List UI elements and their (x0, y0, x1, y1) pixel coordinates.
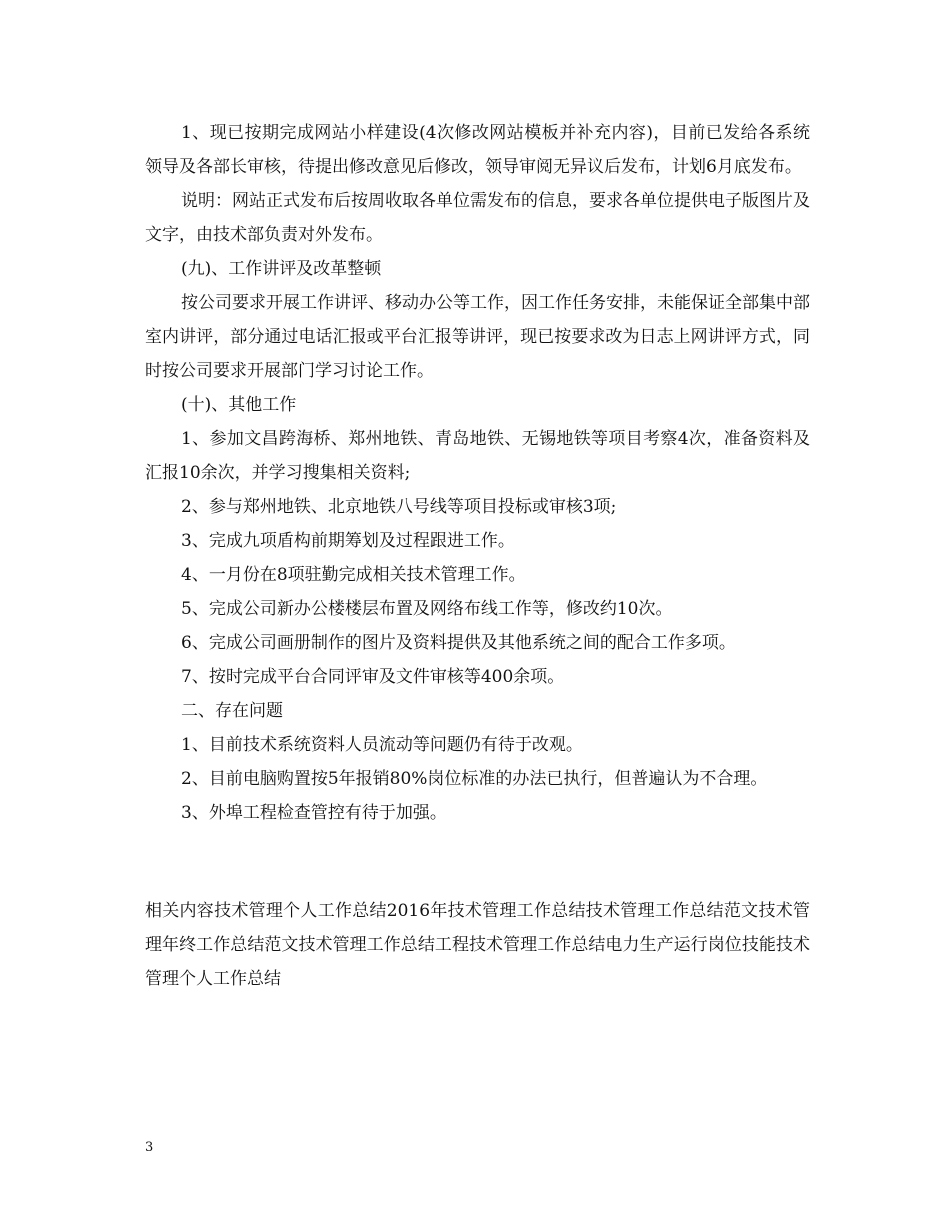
paragraph-website-progress: 1、现已按期完成网站小样建设(4次修改网站模板并补充内容)，目前已发给各系统领导及各部长审核，待提出修改意见后修改，领导审阅无异议后发布，计划6月底发布。 (145, 123, 810, 177)
list-item-problem-3: 3、外埠工程检查管控有待于加强。 (181, 803, 447, 823)
list-item-other-work-5: 5、完成公司新办公楼楼层布置及网络布线工作等，修改约10次。 (181, 599, 673, 619)
list-item-other-work-7: 7、按时完成平台合同评审及文件审核等400余项。 (181, 667, 565, 687)
related-content-links: 相关内容技术管理个人工作总结2016年技术管理工作总结技术管理工作总结范文技术管理年终工作总结范文技术管理工作总结工程技术管理工作总结电力生产运行岗位技能技术管理个人工作总结 (145, 901, 810, 989)
section-heading-review: (九)、工作讲评及改革整顿 (181, 259, 382, 279)
paragraph-review: 按公司要求开展工作讲评、移动办公等工作，因工作任务安排，未能保证全部集中部室内讲评，部分通过电话汇报或平台汇报等讲评，现已按要求改为日志上网讲评方式，同时按公司要求开展部门学习讨论工作。 (145, 293, 810, 381)
section-heading-other-work: (十)、其他工作 (181, 395, 297, 415)
list-item-other-work-4: 4、一月份在8项驻勤完成相关技术管理工作。 (181, 565, 526, 585)
section-heading-problems: 二、存在问题 (181, 701, 283, 721)
list-item-other-work-1: 1、参加文昌跨海桥、郑州地铁、青岛地铁、无锡地铁等项目考察4次，准备资料及汇报10余次，并学习搜集相关资料; (145, 429, 810, 483)
document-body (145, 116, 810, 830)
list-item-other-work-2: 2、参与郑州地铁、北京地铁八号线等项目投标或审核3项; (181, 497, 617, 517)
paragraph-website-note: 说明：网站正式发布后按周收取各单位需发布的信息，要求各单位提供电子版图片及文字，由技术部负责对外发布。 (145, 191, 810, 245)
list-item-other-work-3: 3、完成九项盾构前期筹划及过程跟进工作。 (181, 531, 515, 551)
list-item-other-work-6: 6、完成公司画册制作的图片及资料提供及其他系统之间的配合工作多项。 (181, 633, 736, 653)
list-item-problem-2: 2、目前电脑购置按5年报销80%岗位标准的办法已执行，但普遍认为不合理。 (181, 769, 768, 789)
list-item-problem-1: 1、目前技术系统资料人员流动等问题仍有待于改观。 (181, 735, 583, 755)
page-number: 3 (145, 1140, 154, 1155)
